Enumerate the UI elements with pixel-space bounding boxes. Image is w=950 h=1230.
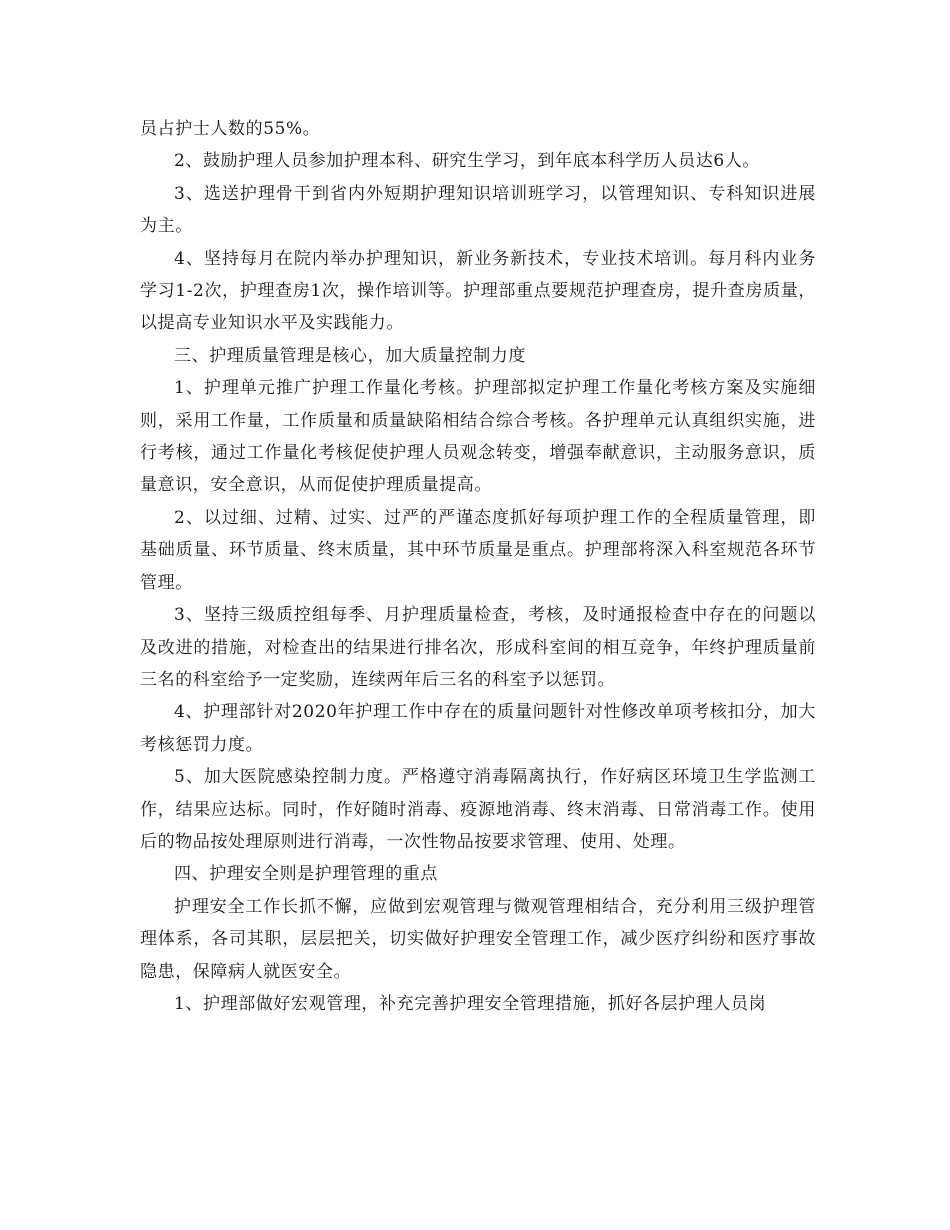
paragraph-item-2: 2、鼓励护理人员参加护理本科、研究生学习，到年底本科学历人员达6人。 (174, 151, 761, 172)
section-heading-3: 三、护理质量管理是核心，加大质量控制力度 (174, 345, 526, 366)
paragraph-item-4: 4、坚持每月在院内举办护理知识，新业务新技术，专业技术培训。每月科内业务学习1-2次，护理查房1次，操作培训等。护理部重点要规范护理查房，提升查房质量，以提高专业知识水平及实践能力。 (140, 248, 816, 334)
paragraph-quality-2: 2、以过细、过精、过实、过严的严谨态度抓好每项护理工作的全程质量管理，即基础质量、环节质量、终末质量，其中环节质量是重点。护理部将深入科室规范各环节管理。 (140, 507, 816, 593)
document-body (140, 113, 816, 1020)
paragraph-safety-1: 1、护理部做好宏观管理，补充完善护理安全管理措施，抓好各层护理人员岗 (174, 993, 767, 1014)
paragraph-safety-intro: 护理安全工作长抓不懈，应做到宏观管理与微观管理相结合，充分利用三级护理管理体系，各司其职，层层把关，切实做好护理安全管理工作，减少医疗纠纷和医疗事故隐患，保障病人就医安全。 (140, 896, 816, 982)
section-heading-4: 四、护理安全则是护理管理的重点 (174, 864, 438, 885)
paragraph-quality-3: 3、坚持三级质控组每季、月护理质量检查，考核，及时通报检查中存在的问题以及改进的措施，对检查出的结果进行排名次，形成科室间的相互竞争，年终护理质量前三名的科室给予一定奖励，连续两年后三名的科室予以惩罚。 (140, 605, 816, 690)
paragraph-quality-5: 5、加大医院感染控制力度。严格遵守消毒隔离执行，作好病区环境卫生学监测工作，结果应达标。同时，作好随时消毒、疫源地消毒、终末消毒、日常消毒工作。使用后的物品按处理原则进行消毒，一次性物品按要求管理、使用、处理。 (140, 767, 816, 852)
paragraph-quality-4: 4、护理部针对2020年护理工作中存在的质量问题针对性修改单项考核扣分，加大考核惩罚力度。 (140, 702, 816, 755)
paragraph-continuation: 员占护士人数的55%。 (140, 119, 321, 139)
paragraph-item-3: 3、选送护理骨干到省内外短期护理知识培训班学习，以管理知识、专科知识进展为主。 (140, 183, 816, 237)
paragraph-quality-1: 1、护理单元推广护理工作量化考核。护理部拟定护理工作量化考核方案及实施细则，采用工作量，工作质量和质量缺陷相结合综合考核。各护理单元认真组织实施，进行考核，通过工作量化考核促使护理人员观念转变，增强奉献意识，主动服务意识，质量意识，安全意识，从而促使护理质量提高。 (140, 378, 816, 496)
